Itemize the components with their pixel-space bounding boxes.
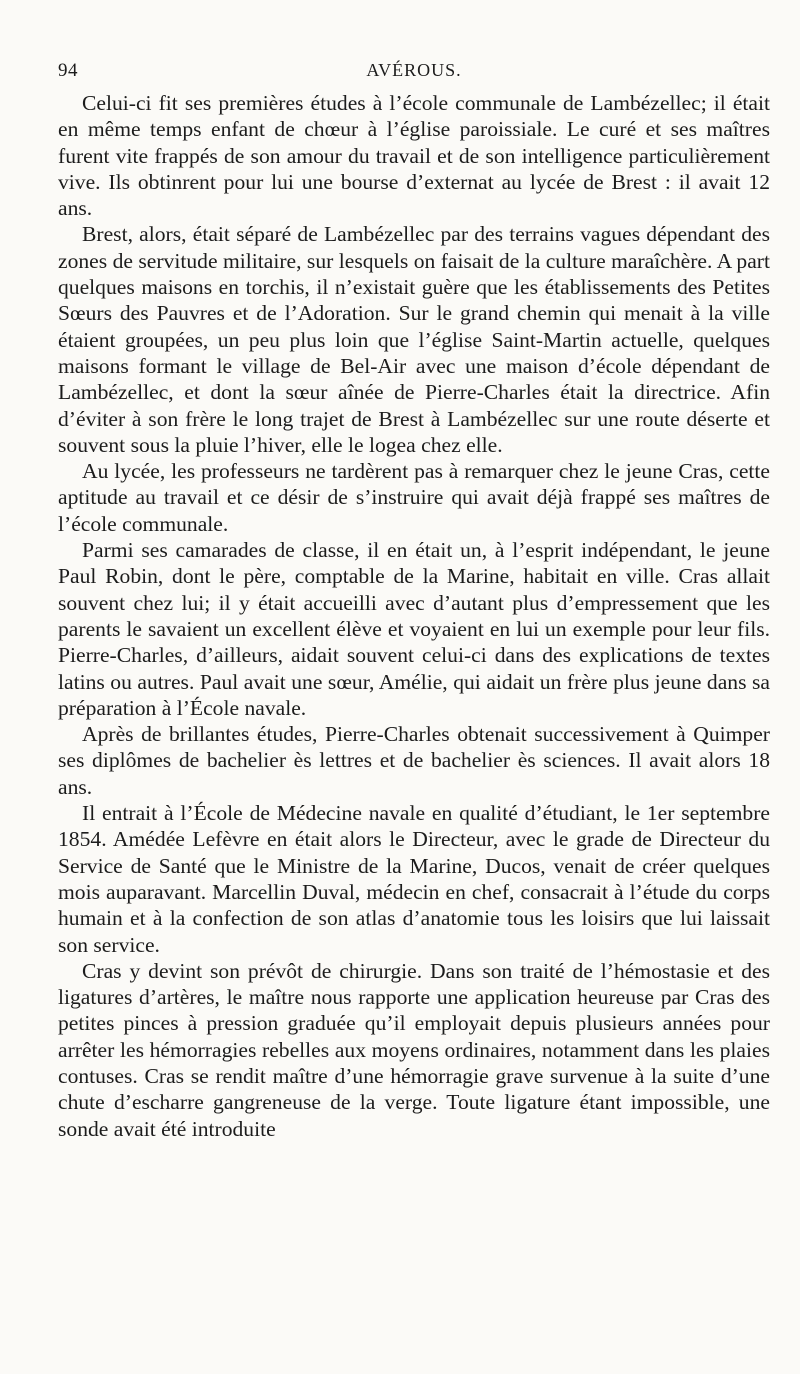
- paragraph: Après de brillantes études, Pierre-Charles obtenait successivement à Quimper ses diplômes de bachelier ès lettres et de bachelier ès sciences. Il avait alors 18 ans.: [58, 722, 770, 799]
- body-text: [58, 90, 770, 1142]
- paragraph: Celui-ci fit ses premières études à l’école communale de Lambézellec; il était en même temps enfant de chœur à l’église paroissiale. Le curé et ses maîtres furent vite frappés de son amour du travail et de son intelligence particulièrement vive. Ils obtinrent pour lui une bourse d’externat au lycée de Brest : il avait 12 ans.: [58, 91, 770, 221]
- paragraph: Cras y devint son prévôt de chirurgie. Dans son traité de l’hémostasie et des ligatures d’artères, le maître nous rapporte une application heureuse par Cras des petites pinces à pression graduée qu’il employait depuis plusieurs années pour arrêter les hémorragies rebelles aux moyens ordinaires, notamment dans les plaies contuses. Cras se rendit maître d’une hémorragie grave survenue à la suite d’une chute d’escharre gangreneuse de la verge. Toute ligature étant impossible, une sonde avait été introduite: [58, 958, 770, 1141]
- running-title: AVÉROUS.: [366, 60, 462, 80]
- paragraph: Brest, alors, était séparé de Lambézellec par des terrains vagues dépendant des zones de servitude militaire, sur lesquels on faisait de la culture maraîchère. A part quelques maisons en torchis, il n’existait guère que les établissements des Petites Sœurs des Pauvres et de l’Adoration. Sur le grand chemin qui menait à la ville étaient groupées, un peu plus loin que l’église Saint-Martin actuelle, quelques maisons formant le village de Bel-Air avec une maison d’école dépendant de Lambézellec, et dont la sœur aînée de Pierre-Charles était la directrice. Afin d’éviter à son frère le long trajet de Brest à Lambézellec sur une route déserte et souvent sous la pluie l’hiver, elle le logea chez elle.: [58, 222, 770, 457]
- paragraph: Au lycée, les professeurs ne tardèrent pas à remarquer chez le jeune Cras, cette aptitude au travail et ce désir de s’instruire qui avait déjà frappé ses maîtres de l’école communale.: [58, 459, 770, 536]
- page-header: [58, 52, 770, 86]
- paragraph: Il entrait à l’École de Médecine navale en qualité d’étudiant, le 1er septembre 1854. Amédée Lefèvre en était alors le Directeur, avec le grade de Directeur du Service de Santé que le Ministre de la Marine, Ducos, venait de créer quelques mois auparavant. Marcellin Duval, médecin en chef, consacrait à l’étude du corps humain et à la confection de son atlas d’anatomie tous les loisirs que lui laissait son service.: [58, 801, 770, 957]
- paragraph: Parmi ses camarades de classe, il en était un, à l’esprit indépendant, le jeune Paul Robin, dont le père, comptable de la Marine, habitait en ville. Cras allait souvent chez lui; il y était accueilli avec d’autant plus d’empressement que les parents le savaient un excellent élève et voyaient en lui un exemple pour leur fils. Pierre-Charles, d’ailleurs, aidait souvent celui-ci dans des explications de textes latins ou autres. Paul avait une sœur, Amélie, qui aidait un frère plus jeune dans sa préparation à l’École navale.: [58, 538, 770, 720]
- page-number: 94: [58, 60, 78, 81]
